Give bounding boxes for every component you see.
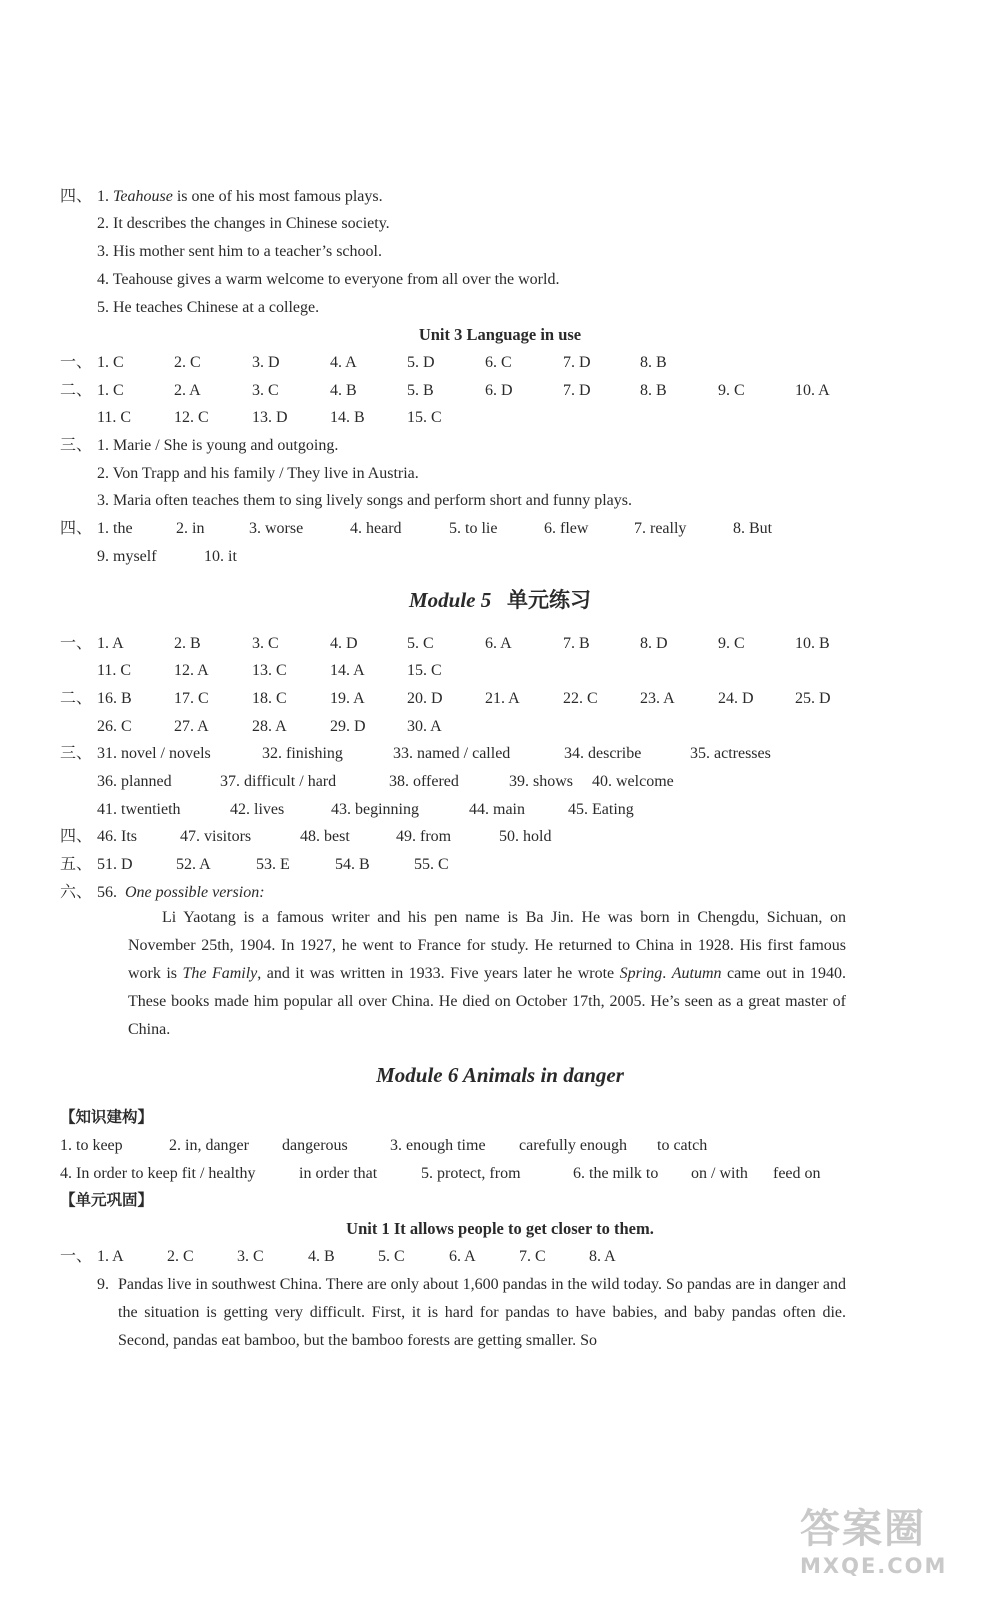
answer-item: 5. C [378,1248,405,1265]
module-title: Module 5 单元练习 [408,588,591,612]
answer-item: 11. C [97,662,132,679]
answer-item: 23. A [640,690,675,707]
answer-item: 6. D [485,382,513,399]
answer-item: 54. B [335,856,370,873]
answer-item: 13. D [252,409,288,426]
answer-item: 32. finishing [262,745,343,762]
answer-item: 52. A [176,856,211,873]
answer-item: 5. to lie [449,520,498,537]
answer-item: 41. twentieth [97,801,181,818]
answer-line: 4. Teahouse gives a warm welcome to everyone from all over the world. [97,271,560,288]
module-title: Module 6 Animals in danger [376,1063,624,1087]
answer-item: 2. in [176,520,205,537]
answer-item: 6. A [485,635,512,652]
answer-item: 7. D [563,354,591,371]
answer-item: 19. A [330,690,365,707]
answer-item: 4. D [330,635,358,652]
answer-item: 33. named / called [393,745,511,762]
answer-item: 55. C [414,856,449,873]
answer-item: 20. D [407,690,443,707]
answer-item: 37. difficult / hard [220,773,337,790]
answer-line: 3. His mother sent him to a teacher’s school. [97,243,382,260]
answer-item: 51. D [97,856,133,873]
section-marker: 一、 [60,1248,93,1265]
answer-item: 39. shows [509,773,574,790]
unit-title: Unit 3 Language in use [418,325,582,344]
watermark-logo [800,1505,970,1595]
answer-item: 31. novel / novels [97,745,211,762]
answer-item: 46. Its [97,828,137,845]
answer-line: 2. It describes the changes in Chinese society. [97,215,390,232]
answer-item: 9. myself [97,548,157,565]
section-marker: 二、 [60,690,93,707]
answer-item: 10. B [795,635,830,652]
answer-item: 15. C [407,409,442,426]
answer-item: 40. welcome [592,773,674,790]
answer-item: 44. main [469,801,525,818]
answer-item: 49. from [396,828,452,845]
answer-item: 14. B [330,409,365,426]
answer-item: 15. C [407,662,442,679]
answer-item: 2. B [174,635,201,652]
answer-item: carefully enough [519,1137,627,1154]
answer-number: 9. [97,1276,109,1293]
answer-item: 3. C [252,382,279,399]
answer-item: 34. describe [564,745,642,762]
answer-line: 1. Marie / She is young and outgoing. [97,437,339,454]
answer-item: 22. C [563,690,598,707]
answer-item: 28. A [252,718,287,735]
answer-item: 21. A [485,690,520,707]
answer-item: 2. C [174,354,201,371]
answer-item: 5. D [407,354,435,371]
answer-line: 1. Teahouse is one of his most famous plays. [97,188,383,205]
answer-item: 3. C [252,635,279,652]
answer-line: 3. Maria often teaches them to sing lively songs and perform short and funny plays. [97,492,632,509]
answer-item: 10. it [204,548,237,565]
answer-item: 1. A [97,635,124,652]
section-marker: 六、 [60,884,93,901]
section-marker: 四、 [60,520,93,537]
answer-item: 2. C [167,1248,194,1265]
answer-item: 38. offered [389,773,459,790]
answer-item: 2. in, danger [169,1137,249,1154]
answer-item: 35. actresses [690,745,771,762]
answer-item: in order that [299,1165,378,1182]
answer-item: 1. the [97,520,133,537]
answer-item: 6. A [449,1248,476,1265]
answer-item: 8. B [640,382,667,399]
answer-item: 3. D [252,354,280,371]
answer-item: 24. D [718,690,754,707]
section-header: 【单元巩固】 [60,1192,154,1209]
answer-item: 9. C [718,635,745,652]
answer-item: 4. B [330,382,357,399]
answer-item: 8. D [640,635,668,652]
answer-item: 47. visitors [180,828,252,845]
answer-item: 16. B [97,690,132,707]
answer-item: 3. enough time [390,1137,486,1154]
section-header: 【知识建构】 [60,1109,154,1126]
answer-item: 6. flew [544,520,589,537]
answer-item: 5. C [407,635,434,652]
answer-item: 18. C [252,690,287,707]
answer-item: to catch [657,1137,708,1154]
answer-item: 25. D [795,690,831,707]
watermark-url: MXQE.COM [800,1554,948,1578]
answer-item: 9. C [718,382,745,399]
writing-paragraph: Li Yaotang is a famous writer and his pen name is Ba Jin. He was born in Chengdu, Sichuan, on November 25th, 1904. In 1927, he went to France for study. He returned to China in 1928. His first famous work is The Family, and it was written in 1933. Five years later he wrote Spring. Autumn came out in 1940. These books made him popular all over China. He died on October 17th, 2005. He’s seen as a great master of China. [128,909,846,1038]
answer-item: 36. planned [97,773,172,790]
writing-label: 56. One possible version: [97,884,265,901]
answer-item: on / with [691,1165,748,1182]
answer-item: 42. lives [230,801,285,818]
watermark-text: 答案圈 [800,1506,926,1552]
answer-item: 1. to keep [60,1137,123,1154]
answer-item: 30. A [407,718,442,735]
answer-item: 29. D [330,718,366,735]
answer-item: 6. C [485,354,512,371]
section-marker: 四、 [60,188,93,205]
answer-item: 17. C [174,690,209,707]
section-marker: 二、 [60,382,93,399]
answer-item: 48. best [300,828,350,845]
answer-item: feed on [773,1165,821,1182]
answer-item: 27. A [174,718,209,735]
answer-line: 2. Von Trapp and his family / They live in Austria. [97,465,419,482]
section-marker: 四、 [60,828,93,845]
answer-item: 1. C [97,354,124,371]
answer-item: 4. In order to keep fit / healthy [60,1165,256,1182]
answer-item: 3. C [237,1248,264,1265]
answer-item: 12. A [174,662,209,679]
section-marker: 三、 [60,745,93,762]
answer-item: 4. A [330,354,357,371]
answer-item: 53. E [256,856,290,873]
answer-item: 8. B [640,354,667,371]
answer-item: 7. C [519,1248,546,1265]
answer-line: 5. He teaches Chinese at a college. [97,299,320,316]
writing-paragraph: Pandas live in southwest China. There are only about 1,600 pandas in the wild today. So pandas are in danger and the situation is getting very difficult. First, it is hard for pandas to have babies, and baby pandas often die. Second, pandas eat bamboo, but the bamboo forests are getting smaller. So [118,1276,846,1349]
answer-item: 5. B [407,382,434,399]
answer-item: 8. A [589,1248,616,1265]
unit-title: Unit 1 It allows people to get closer to them. [346,1219,654,1238]
section-marker: 一、 [60,354,93,371]
answer-item: 11. C [97,409,132,426]
answer-item: 6. the milk to [573,1165,659,1182]
answer-item: 26. C [97,718,132,735]
answer-item: 1. C [97,382,124,399]
answer-item: 7. B [563,635,590,652]
answer-item: 5. protect, from [421,1165,521,1182]
answer-item: 12. C [174,409,209,426]
answer-item: 43. beginning [331,801,419,818]
answer-item: 10. A [795,382,830,399]
answer-item: dangerous [282,1137,348,1154]
answer-item: 45. Eating [568,801,634,818]
section-marker: 一、 [60,635,93,652]
answer-item: 50. hold [499,828,552,845]
answer-item: 7. D [563,382,591,399]
answer-item: 13. C [252,662,287,679]
section-marker: 五、 [60,856,93,873]
answer-item: 3. worse [249,520,304,537]
answer-item: 14. A [330,662,365,679]
answer-item: 2. A [174,382,201,399]
answer-item: 4. B [308,1248,335,1265]
answer-item: 4. heard [350,520,402,537]
section-marker: 三、 [60,437,93,454]
answer-item: 8. But [733,520,773,537]
answer-item: 1. A [97,1248,124,1265]
answer-item: 7. really [634,520,687,537]
